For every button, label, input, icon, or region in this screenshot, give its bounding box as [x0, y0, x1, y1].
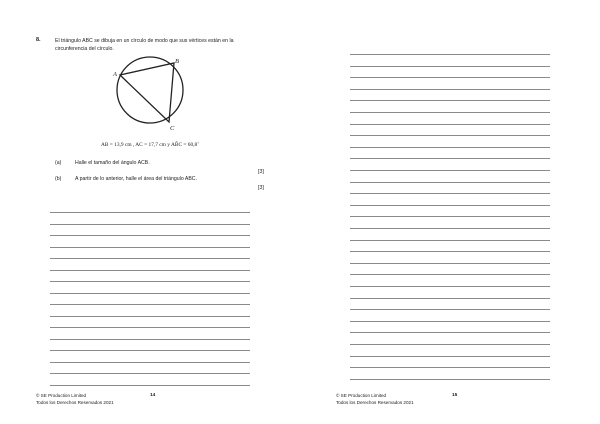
right-page — [300, 0, 600, 424]
answer-line — [350, 89, 550, 90]
part-a-text: Halle el tamaño del ángulo ACB. — [75, 160, 150, 166]
answer-line — [350, 112, 550, 113]
answer-line — [50, 235, 250, 236]
answer-line — [50, 293, 250, 294]
answer-line — [350, 367, 550, 368]
answer-line — [350, 286, 550, 287]
answer-line — [50, 212, 250, 213]
part-b-text: A partir de lo anterior, halle el área del triángulo ABC. — [75, 176, 197, 182]
answer-line — [350, 170, 550, 171]
page-number-left: 14 — [150, 393, 156, 398]
page-number-right: 15 — [452, 393, 458, 398]
answer-line — [350, 344, 550, 345]
answer-line — [350, 77, 550, 78]
vertex-a-label: A — [113, 71, 117, 78]
answer-line — [350, 124, 550, 125]
answer-line — [350, 251, 550, 252]
footer-right — [336, 393, 414, 406]
answer-line — [50, 339, 250, 340]
answer-line — [50, 373, 250, 374]
answer-line — [50, 316, 250, 317]
answer-line — [350, 54, 550, 55]
answer-line — [350, 205, 550, 206]
answer-line — [350, 182, 550, 183]
answer-line — [50, 385, 250, 386]
answer-line — [350, 274, 550, 275]
given-measurements: AB = 13,9 cm , AC = 17,7 cm y AB̂C = 60,8˚ — [100, 142, 200, 148]
answer-line — [350, 66, 550, 67]
part-b-label: (b) — [55, 176, 62, 182]
answer-line — [350, 309, 550, 310]
answer-line — [350, 321, 550, 322]
copyright-line: © SE Production Limited — [36, 393, 87, 398]
part-a-marks: [3] — [258, 169, 264, 175]
answer-line — [50, 327, 250, 328]
answer-line — [50, 247, 250, 248]
answer-line — [350, 332, 550, 333]
answer-line — [50, 350, 250, 351]
answer-line — [50, 258, 250, 259]
copyright-line: © SE Production Limited — [336, 393, 387, 398]
answer-line — [350, 100, 550, 101]
answer-line — [350, 158, 550, 159]
answer-line — [50, 270, 250, 271]
answer-line — [350, 379, 550, 380]
rights-line: Todos los Derechos Reservados 2021 — [36, 399, 114, 405]
answer-line — [350, 356, 550, 357]
part-a-label: (a) — [55, 160, 62, 166]
answer-line — [350, 240, 550, 241]
answer-line — [350, 263, 550, 264]
answer-line — [50, 304, 250, 305]
answer-line — [350, 298, 550, 299]
triangle-abc — [120, 63, 174, 122]
question-text: El triángulo ABC se dibuja en un círculo de modo que sus vértices están en la circunferencia del círculo. — [55, 38, 234, 52]
answer-line — [350, 135, 550, 136]
answer-line — [350, 193, 550, 194]
answer-line — [50, 281, 250, 282]
vertex-c-label: C — [170, 125, 175, 132]
footer-left — [36, 393, 114, 406]
answer-line — [350, 216, 550, 217]
vertex-b-label: B — [175, 58, 179, 65]
answer-line — [350, 228, 550, 229]
answer-line — [50, 362, 250, 363]
answer-line — [50, 224, 250, 225]
part-b-marks: [3] — [258, 185, 264, 191]
triangle-in-circle-figure — [110, 54, 190, 134]
rights-line: Todos los Derechos Reservados 2021 — [336, 399, 414, 405]
question-number: 8. — [36, 37, 41, 43]
answer-line — [350, 147, 550, 148]
